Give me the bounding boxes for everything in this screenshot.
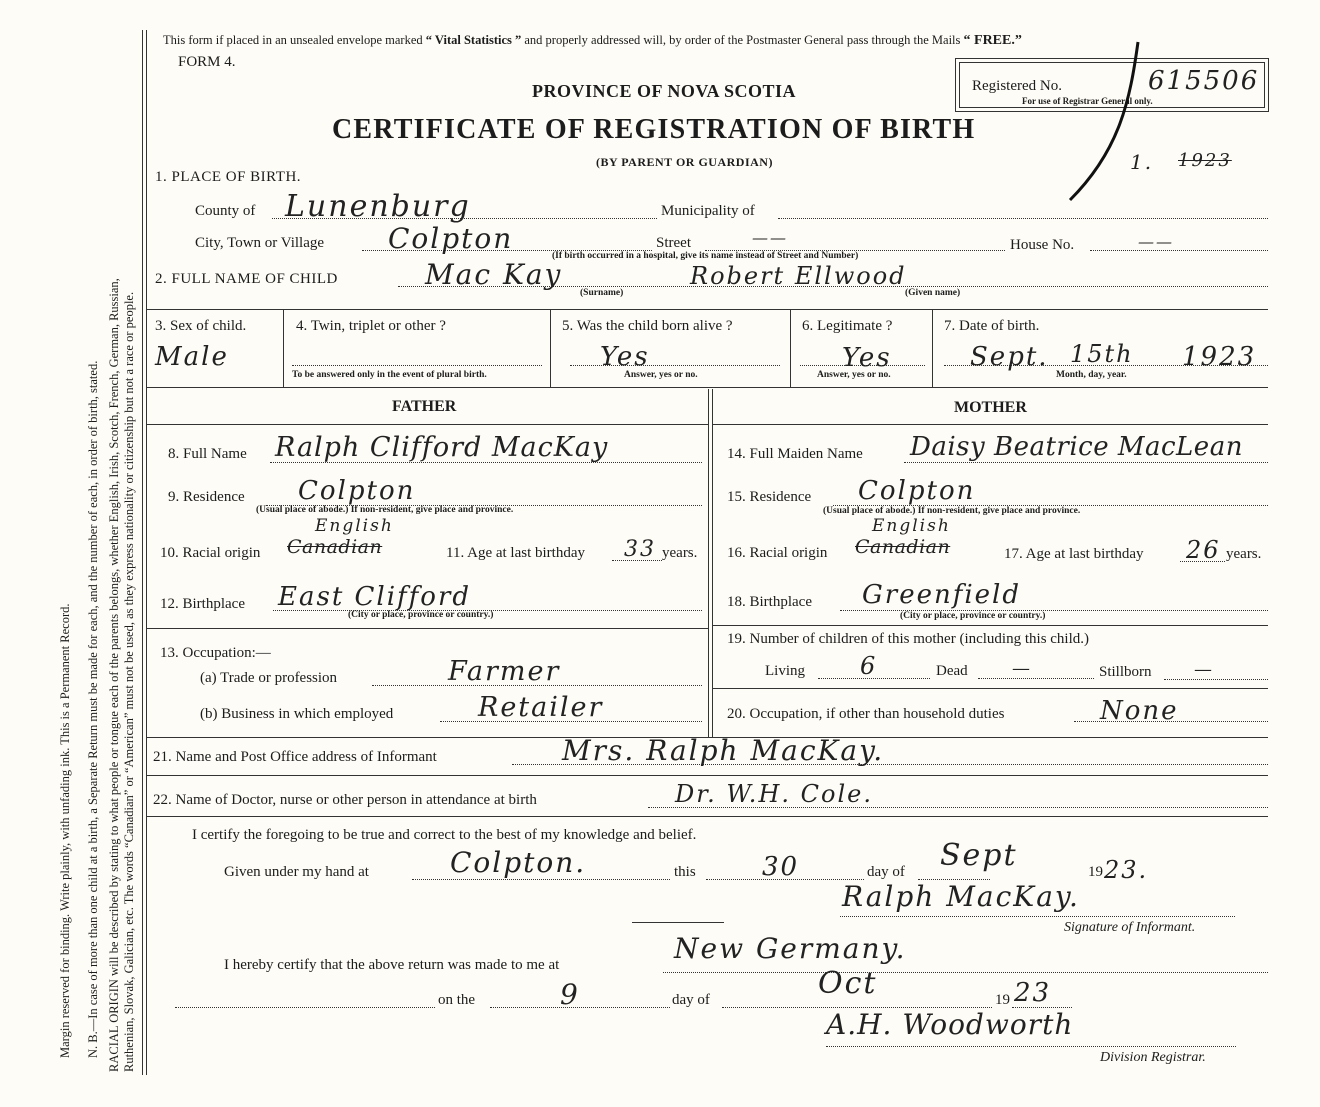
- margin-racial-origin-note: RACIAL ORIGIN will be described by stating to what people or tongue each of the parents belongs, whether English, Irish, Scotch, French, German, Russian,: [107, 278, 121, 1072]
- house-number-value: ——: [1138, 232, 1174, 251]
- father-birthplace-note: (City or place, province or country.): [348, 610, 494, 620]
- row-rule-top: [146, 309, 1268, 310]
- informant-signature: Ralph MacKay.: [842, 880, 1080, 913]
- page-title: CERTIFICATE OF REGISTRATION OF BIRTH: [332, 114, 976, 145]
- margin-binding-note: Margin reserved for binding. Write plainly, with unfading ink. This is a Permanent Record.: [58, 603, 72, 1058]
- father-residence-label: 9. Residence: [168, 489, 245, 505]
- father-trade-value: Farmer: [448, 656, 561, 687]
- dead-line: [978, 678, 1094, 679]
- mother-racial-value: English: [872, 516, 951, 536]
- registration-number: 615506: [1148, 66, 1260, 96]
- mother-occupation-rule: [712, 688, 1268, 689]
- twin-line: [292, 365, 542, 366]
- registrar-place-value: New Germany.: [674, 932, 907, 965]
- father-racial-label: 10. Racial origin: [160, 545, 261, 561]
- legitimate-value: Yes: [842, 343, 892, 373]
- col-rule-2: [550, 309, 551, 387]
- informant-label: 21. Name and Post Office address of Informant: [153, 749, 437, 765]
- child-surname-value: Mac Kay: [425, 258, 563, 291]
- registrar-month-value: Oct: [818, 966, 878, 1001]
- mother-age-label: 17. Age at last birthday: [1004, 546, 1144, 562]
- registrar-signature: A.H. Woodworth: [826, 1008, 1074, 1041]
- dob-label: 7. Date of birth.: [944, 318, 1040, 334]
- this-label: this: [674, 864, 696, 880]
- dead-label: Dead: [936, 663, 968, 679]
- registration-label: Registered No.: [972, 78, 1062, 94]
- mother-age-value: 26: [1186, 536, 1221, 564]
- municipality-label: Municipality of: [661, 203, 755, 219]
- father-birthplace-label: 12. Birthplace: [160, 596, 245, 612]
- mother-age-unit: years.: [1226, 546, 1262, 562]
- dead-value: —: [1012, 658, 1032, 679]
- registrar-day-line: [490, 1007, 670, 1008]
- father-age-label: 11. Age at last birthday: [446, 545, 585, 561]
- father-heading: FATHER: [392, 398, 457, 415]
- informant-value: Mrs. Ralph MacKay.: [562, 734, 885, 767]
- mother-birthplace-note: (City or place, province or country.): [900, 611, 1046, 621]
- father-occupation-label: 13. Occupation:—: [160, 645, 271, 661]
- province-title: PROVINCE OF NOVA SCOTIA: [532, 81, 797, 101]
- registrar-on-label: on the: [438, 992, 476, 1008]
- cert-month-value: Sept: [940, 838, 1018, 873]
- city-value: Colpton: [388, 222, 514, 255]
- col-rule-4: [932, 309, 933, 387]
- mother-racial-struck: Canadian: [855, 536, 951, 558]
- corner-mark-struck: 1923: [1178, 150, 1232, 171]
- alive-value: Yes: [600, 342, 650, 372]
- father-residence-note: (Usual place of abode.) If non-resident, give place and province.: [256, 505, 514, 515]
- father-residence-value: Colpton: [298, 476, 416, 506]
- row-rule-bottom: [146, 387, 1268, 388]
- father-name-value: Ralph Clifford MacKay: [275, 432, 609, 463]
- registrar-day-of-label: day of: [672, 992, 710, 1008]
- father-age-value: 33: [624, 537, 656, 562]
- place-of-birth-heading: 1. PLACE OF BIRTH.: [155, 169, 302, 185]
- city-label: City, Town or Village: [195, 235, 325, 251]
- col-rule-3: [790, 309, 791, 387]
- form-number: FORM 4.: [178, 54, 236, 70]
- county-label: County of: [195, 203, 256, 219]
- legitimate-note: Answer, yes or no.: [817, 370, 891, 380]
- parents-heading-rule-right: [712, 424, 1268, 425]
- registrar-signature-line: [826, 1046, 1236, 1047]
- sex-value: Male: [155, 342, 229, 372]
- twin-note: To be answered only in the event of plural birth.: [292, 370, 487, 380]
- mother-residence-note: (Usual place of abode.) If non-resident, give place and province.: [823, 506, 1081, 516]
- stillborn-value: —: [1194, 659, 1214, 680]
- margin-racial-origin-note-2: Ruthenian, Slovak, Galician, etc. The words “Canadian” or “American” must not be used, as they express nationality or citizenship but not a race or people.: [122, 291, 136, 1072]
- registrar-statement: I hereby certify that the above return was made to me at: [224, 957, 560, 973]
- legitimate-label: 6. Legitimate ?: [802, 318, 893, 334]
- parents-heading-rule-left: [146, 424, 708, 425]
- registrar-year-value: 23: [1014, 978, 1052, 1008]
- mother-heading: MOTHER: [954, 399, 1027, 416]
- father-age-unit: years.: [662, 545, 698, 561]
- registrar-day-value: 9: [560, 978, 580, 1011]
- mother-name-value: Daisy Beatrice MacLean: [910, 432, 1243, 462]
- parents-divider-2: [712, 389, 713, 737]
- living-value: 6: [860, 652, 878, 680]
- father-birthplace-value: East Clifford: [278, 582, 472, 612]
- father-name-label: 8. Full Name: [168, 446, 247, 462]
- certification-statement: I certify the foregoing to be true and correct to the best of my knowledge and belief.: [192, 827, 697, 843]
- given-name-caption: (Given name): [905, 288, 961, 298]
- father-racial-value: English: [315, 516, 394, 536]
- form-left-border: [142, 30, 143, 1075]
- county-value: Lunenburg: [285, 189, 471, 224]
- twin-label: 4. Twin, triplet or other ?: [296, 318, 446, 334]
- registrar-blank-line: [175, 1007, 435, 1008]
- mother-residence-value: Colpton: [858, 476, 976, 506]
- mother-children-label: 19. Number of children of this mother (including this child.): [727, 631, 1090, 647]
- doctor-label: 22. Name of Doctor, nurse or other person in attendance at birth: [153, 792, 537, 808]
- stillborn-label: Stillborn: [1099, 664, 1152, 680]
- parents-divider: [708, 389, 709, 737]
- cert-day-value: 30: [762, 852, 800, 882]
- informant-rule: [146, 775, 1268, 776]
- hospital-note: (If birth occurred in a hospital, give its name instead of Street and Number): [552, 251, 859, 261]
- alive-note: Answer, yes or no.: [624, 370, 698, 380]
- margin-plural-birth-note: N. B.—In case of more than one child at a birth, a Separate Return must be made for each, and the number of each, in order of birth, stated.: [86, 360, 100, 1058]
- municipality-line: [778, 218, 1268, 219]
- stillborn-line: [1164, 679, 1268, 680]
- registrar-divider: [632, 922, 724, 923]
- alive-label: 5. Was the child born alive ?: [562, 318, 733, 334]
- corner-mark: 1.: [1130, 150, 1154, 174]
- page-subtitle: (BY PARENT OR GUARDIAN): [596, 155, 773, 169]
- given-place-line: [412, 879, 670, 880]
- doctor-value: Dr. W.H. Cole.: [675, 780, 873, 808]
- col-rule-1: [283, 309, 284, 387]
- dob-month: Sept.: [970, 342, 1049, 372]
- mother-name-label: 14. Full Maiden Name: [727, 446, 863, 462]
- form-left-border-inner: [146, 30, 147, 1075]
- mother-residence-label: 15. Residence: [727, 489, 812, 505]
- informant-signature-caption: Signature of Informant.: [1064, 920, 1196, 935]
- surname-caption: (Surname): [580, 288, 624, 298]
- cert-year-prefix: 19: [1088, 864, 1103, 880]
- cert-year-value: 23.: [1104, 856, 1149, 884]
- doctor-rule: [146, 816, 1268, 817]
- street-value: ——: [752, 228, 788, 247]
- child-given-name-value: Robert Ellwood: [690, 262, 907, 290]
- mother-birthplace-value: Greenfield: [862, 580, 1022, 610]
- father-business-value: Retailer: [478, 692, 604, 723]
- registrar-caption: Division Registrar.: [1100, 1050, 1206, 1065]
- father-trade-label: (a) Trade or profession: [200, 670, 338, 686]
- registrar-pen-stroke: [1060, 40, 1140, 210]
- house-number-label: House No.: [1010, 237, 1075, 253]
- father-occupation-rule: [146, 628, 708, 629]
- house-number-line: [1090, 250, 1268, 251]
- mother-birthplace-label: 18. Birthplace: [727, 594, 812, 610]
- sex-label: 3. Sex of child.: [155, 318, 247, 334]
- living-label: Living: [765, 663, 805, 679]
- day-of-label: day of: [867, 864, 905, 880]
- given-place-value: Colpton.: [450, 846, 587, 879]
- informant-signature-line: [840, 916, 1235, 917]
- dob-year: 1923: [1182, 342, 1257, 372]
- registrar-year-prefix: 19: [995, 992, 1010, 1008]
- given-label: Given under my hand at: [224, 864, 369, 880]
- mother-occupation-label: 20. Occupation, if other than household duties: [727, 706, 1005, 722]
- father-racial-struck: Canadian: [287, 536, 383, 558]
- mother-name-line: [904, 462, 1268, 463]
- postal-notice: This form if placed in an unsealed envelope marked “ Vital Statistics ” and properly addressed will, by order of the Postmaster General pass through the Mails “ FREE.”: [163, 33, 1022, 48]
- registrar-place-line: [663, 972, 1268, 973]
- child-name-label: 2. FULL NAME OF CHILD: [155, 271, 338, 287]
- father-business-label: (b) Business in which employed: [200, 706, 394, 722]
- street-label: Street: [656, 235, 691, 251]
- mother-occupation-value: None: [1100, 696, 1179, 726]
- dob-note: Month, day, year.: [1056, 370, 1127, 380]
- mother-children-rule: [712, 625, 1268, 626]
- dob-day: 15th: [1070, 340, 1134, 368]
- mother-racial-label: 16. Racial origin: [727, 545, 828, 561]
- registration-note: For use of Registrar General only.: [1022, 96, 1153, 106]
